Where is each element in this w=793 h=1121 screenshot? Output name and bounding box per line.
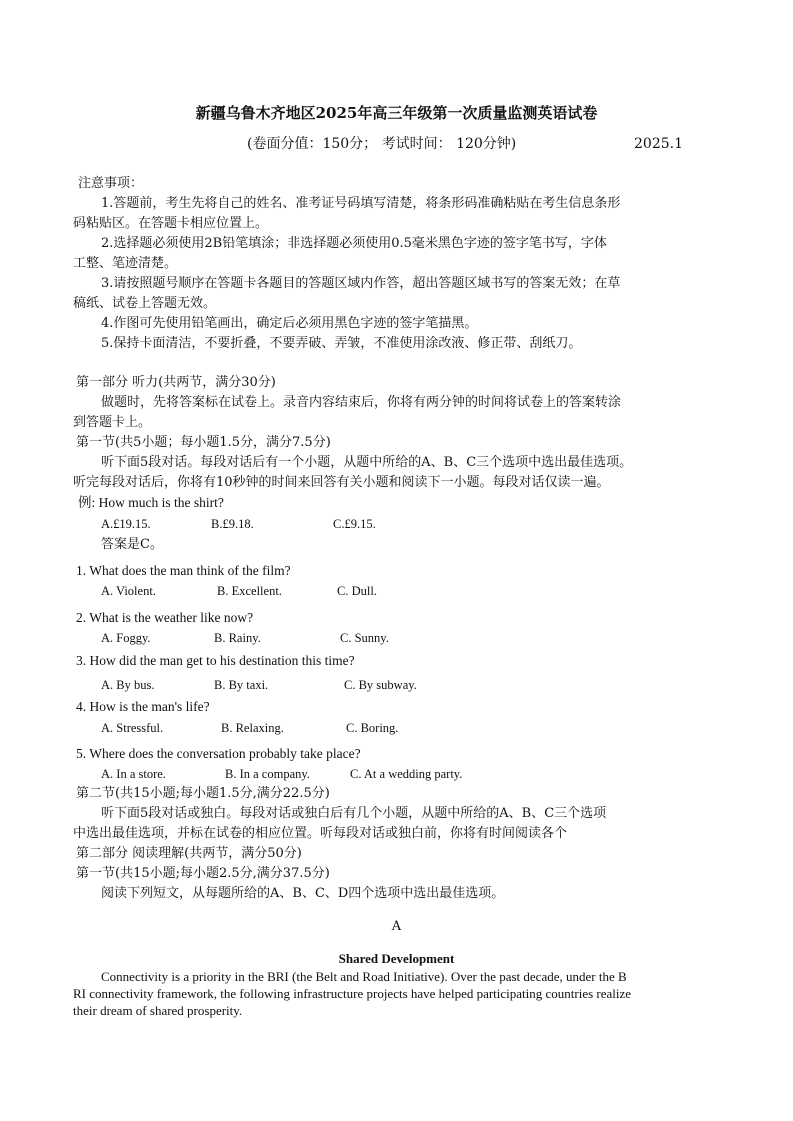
question: 3. How did the man get to his destination this time? xyxy=(76,653,355,668)
passage-title: Shared Development xyxy=(338,951,455,966)
exam-meta: (卷面分值：150分； 考试时间： 120分钟) xyxy=(247,136,517,152)
example-option: B.£9.18. xyxy=(211,517,254,531)
option: B. By taxi. xyxy=(214,678,269,692)
example-question: 例: How much is the shirt? xyxy=(78,495,224,510)
option: B. In a company. xyxy=(225,767,310,781)
section1-intro: 听完每段对话后，你将有10秒钟的时间来回答有关小题和阅读下一小题。每段对话仅读一遍。 xyxy=(73,475,610,490)
part2-heading: 第二部分 阅读理解(共两节，满分50分) xyxy=(76,846,302,861)
option: C. By subway. xyxy=(344,678,417,692)
question: 2. What is the weather like now? xyxy=(76,610,254,625)
option: B. Excellent. xyxy=(217,584,282,598)
option: C. Boring. xyxy=(346,721,399,735)
note-line: 2.选择题必须使用2B铅笔填涂；非选择题必须使用0.5毫米黑色字迹的签字笔书写，字体 xyxy=(101,236,607,251)
option: C. At a wedding party. xyxy=(350,767,463,781)
option: B. Rainy. xyxy=(214,631,261,645)
option: C. Dull. xyxy=(337,584,377,598)
question: 4. How is the man's life? xyxy=(76,699,210,714)
notes-heading: 注意事项： xyxy=(78,176,144,191)
part2-intro: 阅读下列短文，从每题所给的A、B、C、D四个选项中选出最佳选项。 xyxy=(101,886,505,901)
passage-label: A xyxy=(391,919,402,934)
note-line: 1.答题前，考生先将自己的姓名、准考证号码填写清楚，将条形码准确粘贴在考生信息条形 xyxy=(101,196,621,211)
note-line: 工整、笔迹清楚。 xyxy=(73,256,178,271)
option: A. Foggy. xyxy=(101,631,151,645)
note-line: 5.保持卡面清洁，不要折叠，不要弄破、弄皱，不准使用涂改液、修正带、刮纸刀。 xyxy=(101,336,582,351)
part1-intro: 做题时，先将答案标在试卷上。录音内容结束后，你将有两分钟的时间将试卷上的答案转涂 xyxy=(101,395,622,410)
section2-heading: 第二节(共15小题;每小题1.5分,满分22.5分) xyxy=(76,786,330,801)
example-answer: 答案是C。 xyxy=(101,537,163,552)
option: A. Violent. xyxy=(101,584,156,598)
part1-heading: 第一部分 听力(共两节，满分30分) xyxy=(76,375,276,390)
section1-heading: 第一节(共5小题；每小题1.5分，满分7.5分) xyxy=(76,435,331,450)
part1-intro: 到答题卡上。 xyxy=(73,415,152,430)
exam-date: 2025.1 xyxy=(634,136,683,152)
section1-intro: 听下面5段对话。每段对话后有一个小题，从题中所给的A、B、C三个选项中选出最佳选项。 xyxy=(101,455,633,470)
option: A. Stressful. xyxy=(101,721,164,735)
exam-title: 新疆乌鲁木齐地区2025年高三年级第一次质量监测英语试卷 xyxy=(195,104,598,122)
passage-line: Connectivity is a priority in the BRI (the Belt and Road Initiative). Over the past decade, under the B xyxy=(101,969,627,984)
note-line: 3.请按照题号顺序在答题卡各题目的答题区域内作答，超出答题区域书写的答案无效；在草 xyxy=(101,276,621,291)
passage-line: RI connectivity framework, the following infrastructure projects have helped participating countries realize xyxy=(73,986,632,1001)
option: A. In a store. xyxy=(101,767,166,781)
note-line: 稿纸、试卷上答题无效。 xyxy=(73,296,217,311)
question: 1. What does the man think of the film? xyxy=(76,563,291,578)
option: A. By bus. xyxy=(101,678,155,692)
example-option: A.£19.15. xyxy=(101,517,151,531)
note-line: 4.作图可先使用铅笔画出，确定后必须用黑色字迹的签字笔描黑。 xyxy=(101,316,478,331)
passage-line: their dream of shared prosperity. xyxy=(73,1003,243,1018)
section2-intro: 中选出最佳选项，并标在试卷的相应位置。听每段对话或独白前，你将有时间阅读各个 xyxy=(73,826,568,841)
part2-section1-heading: 第一节(共15小题;每小题2.5分,满分37.5分) xyxy=(76,866,330,881)
section2-intro: 听下面5段对话或独白。每段对话或独白后有几个小题，从题中所给的A、B、C三个选项 xyxy=(101,806,607,821)
question: 5. Where does the conversation probably take place? xyxy=(76,746,361,761)
example-option: C.£9.15. xyxy=(333,517,376,531)
note-line: 码粘贴区。在答题卡相应位置上。 xyxy=(73,216,269,231)
option: C. Sunny. xyxy=(340,631,389,645)
option: B. Relaxing. xyxy=(221,721,284,735)
